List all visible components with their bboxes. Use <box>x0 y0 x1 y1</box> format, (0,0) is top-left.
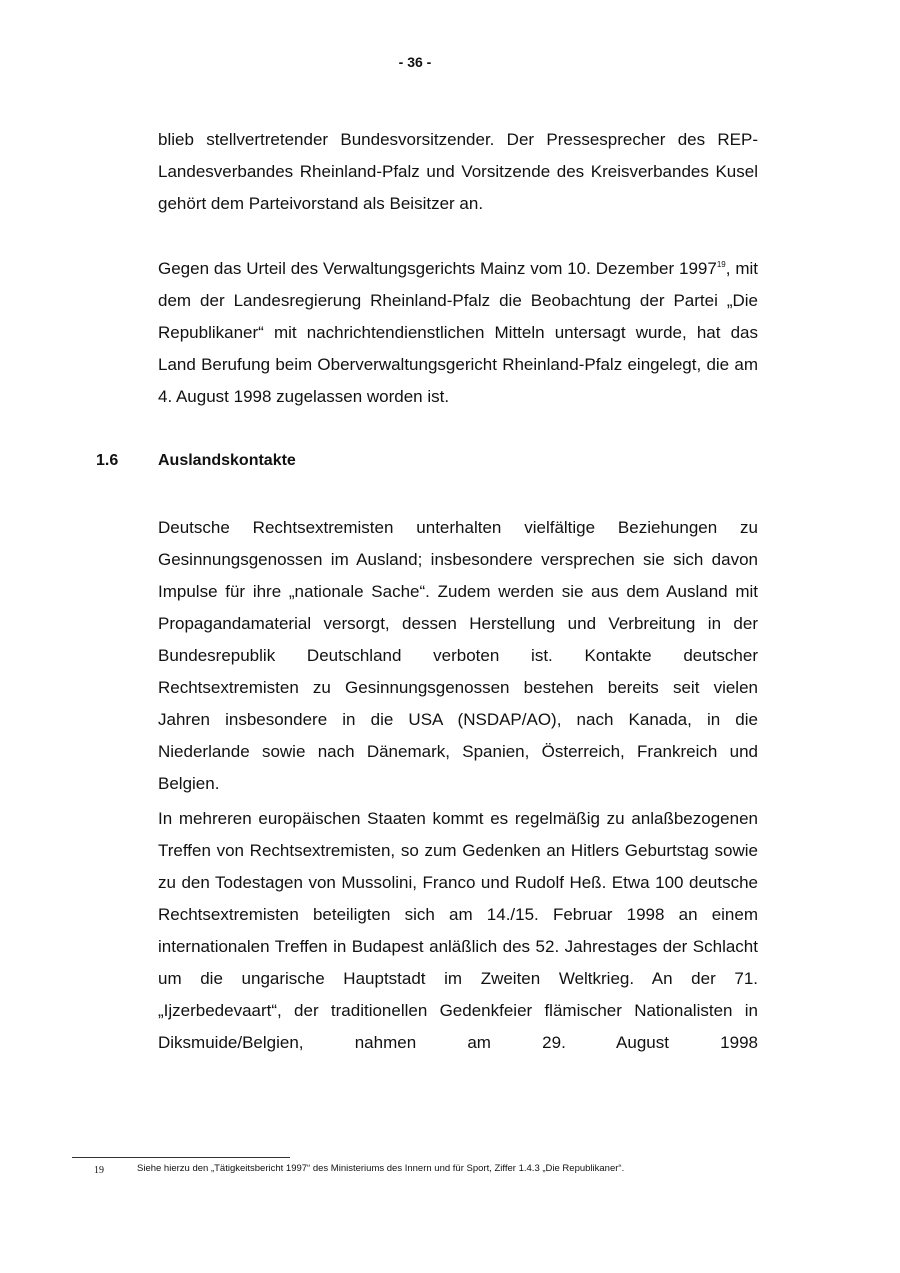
footnote-text: Siehe hierzu den „Tätigkeitsbericht 1997“ des Ministeriums des Innern und für Sport, Ziffer 1.4.3 „Die Republikaner“. <box>137 1163 625 1174</box>
paragraph-court-ruling <box>158 253 758 413</box>
section-title: Auslandskontakte <box>158 452 296 469</box>
paragraph-european-meetings: In mehreren europäischen Staaten kommt es regelmäßig zu anlaßbezogenen Treffen von Rechtsextremisten, so zum Gedenken an Hitlers Geburtstag sowie zu den Todestagen von Mussolini, Franco und Rudolf Heß. Etwa 100 deutsche Rechtsextremisten beteiligten sich am 14./15. Februar 1998 an einem internationalen Treffen in Budapest anläßlich des 52. Jahrestages der Schlacht um die ungarische Hauptstadt im Zweiten Weltkrieg. An der 71. „Ijzerbedevaart“, der traditionellen Gedenkfeier flämischer Nationalisten in Diksmuide/Belgien, nahmen am 29. August 1998 <box>158 809 758 1052</box>
page-number: - 36 - <box>398 54 432 70</box>
section-number: 1.6 <box>96 452 119 469</box>
paragraph-court-ruling-end: , mit dem der Landesregierung Rheinland-Pfalz die Beobachtung der Partei „Die Republikaner“ mit nachrichtendienstlichen Mitteln untersagt wurde, hat das Land Berufung beim Oberverwaltungsgericht Rheinland-Pfalz eingelegt, die am 4. August 1998 zugelassen worden ist. <box>158 259 758 406</box>
footnote-number: 19 <box>94 1165 104 1176</box>
footnote-reference: 19 <box>716 260 726 269</box>
paragraph-rep-board: blieb stellvertretender Bundesvorsitzender. Der Pressesprecher des REP-Landesverbandes Rheinland-Pfalz und Vorsitzende des Kreisverbandes Kusel gehört dem Parteivorstand als Beisitzer an. <box>158 130 758 213</box>
footnote-divider <box>72 1157 290 1158</box>
paragraph-foreign-relations: Deutsche Rechtsextremisten unterhalten vielfältige Beziehungen zu Gesinnungsgenossen im Ausland; insbesondere versprechen sie sich davon Impulse für ihre „nationale Sache“. Zudem werden sie aus dem Ausland mit Propagandamaterial versorgt, dessen Herstellung und Verbreitung in der Bundesrepublik Deutschland verboten ist. Kontakte deutscher Rechtsextremisten zu Gesinnungsgenossen bestehen bereits seit vielen Jahren insbesondere in die USA (NSDAP/AO), nach Kanada, in die Niederlande sowie nach Dänemark, Spanien, Österreich, Frankreich und Belgien. <box>158 518 758 793</box>
paragraph-court-ruling-start: Gegen das Urteil des Verwaltungsgerichts Mainz vom 10. Dezember 1997 <box>158 259 717 278</box>
